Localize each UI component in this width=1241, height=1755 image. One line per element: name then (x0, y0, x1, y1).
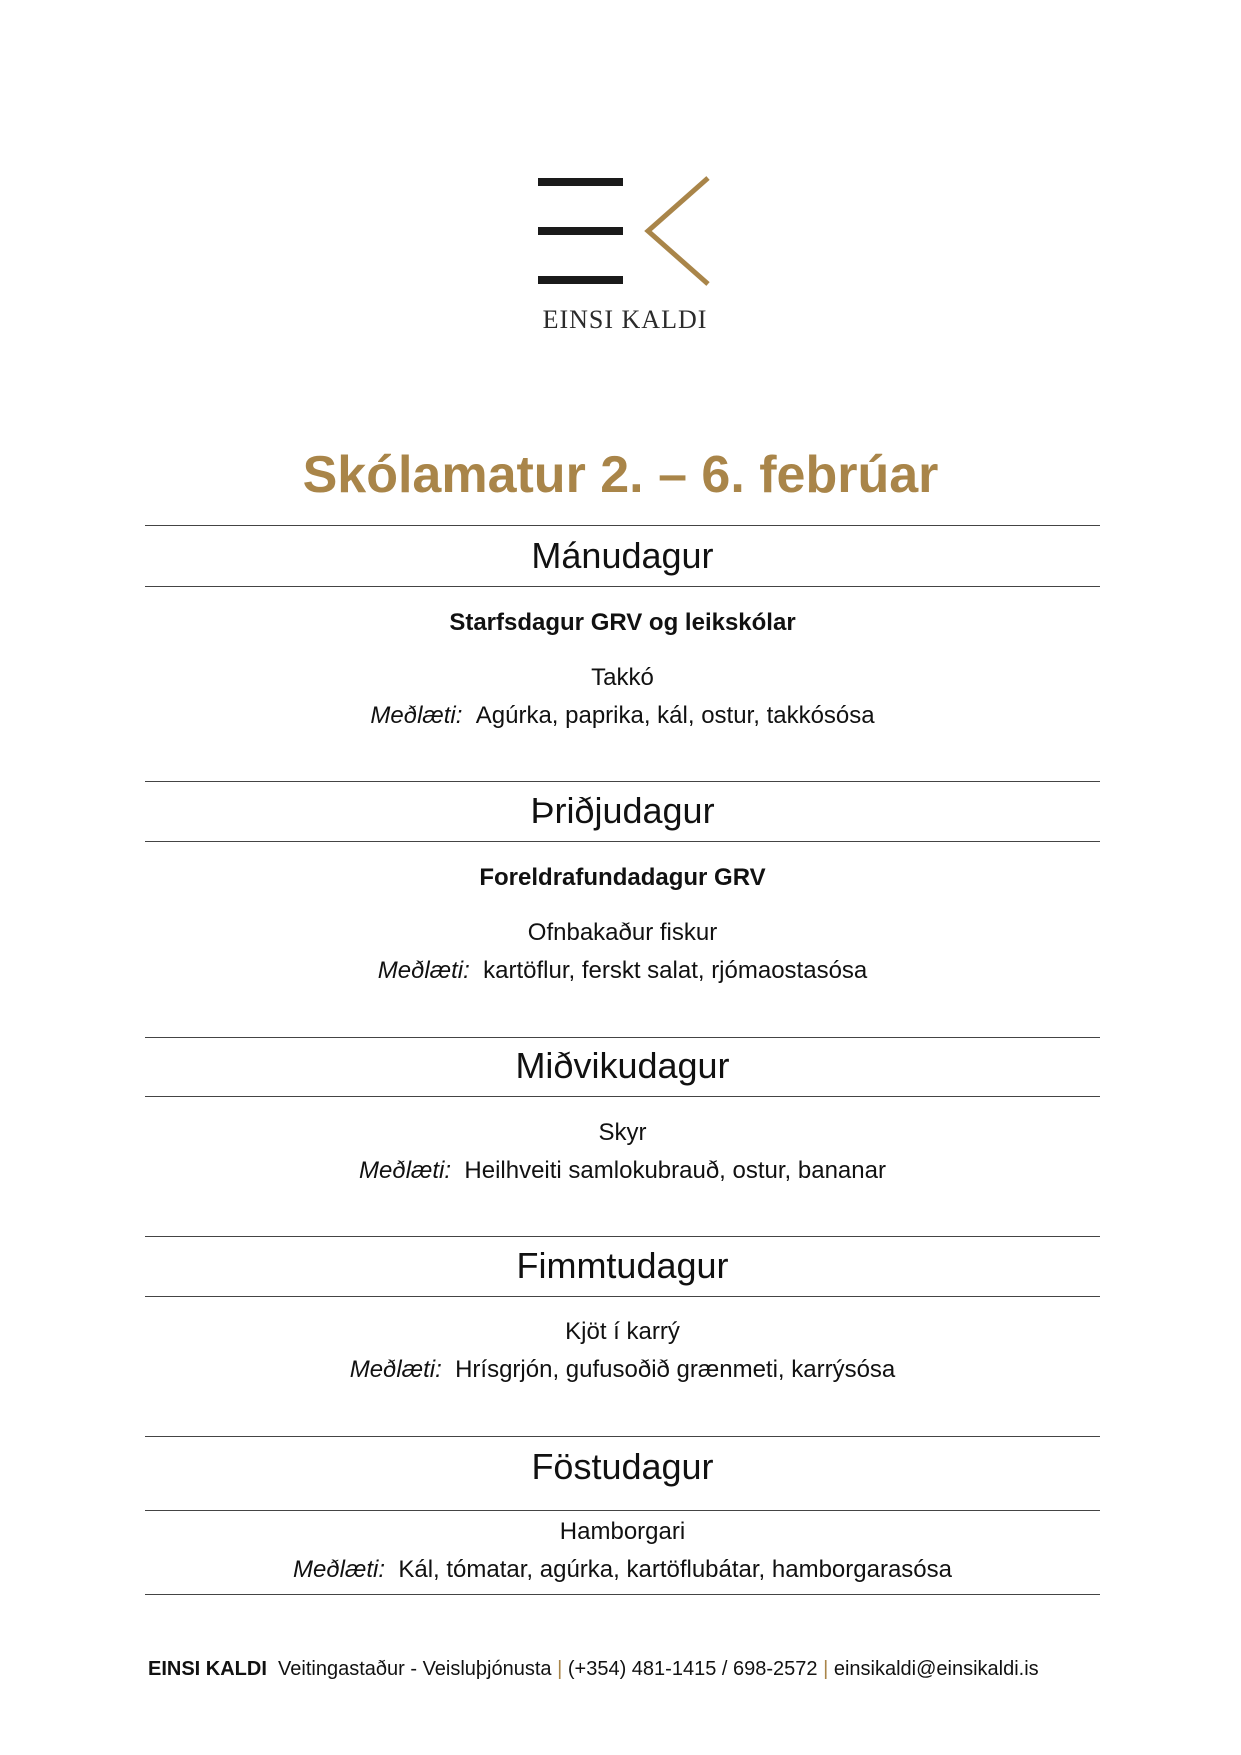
logo-bar-top (538, 178, 623, 186)
divider (145, 1037, 1100, 1038)
sides-label: Meðlæti: (349, 1356, 442, 1383)
day-note: Starfsdagur GRV og leikskólar (449, 609, 796, 636)
day-name: Fimmtudagur (516, 1245, 729, 1286)
sides-line (145, 702, 1100, 730)
sides-text: Heilhveiti samlokubrauð, ostur, bananar (464, 1157, 886, 1184)
sides-text: Kál, tómatar, agúrka, kartöflubátar, hamborgarasósa (398, 1556, 952, 1583)
divider (145, 1594, 1100, 1595)
divider (145, 586, 1100, 587)
page-title: Skólamatur 2. – 6. febrúar (302, 446, 939, 504)
dish-name: Skyr (598, 1119, 647, 1146)
sides-label: Meðlæti: (359, 1157, 452, 1184)
sides-line (145, 1157, 1100, 1185)
sides-label: Meðlæti: (292, 1556, 386, 1583)
dish-name: Hamborgari (559, 1518, 686, 1545)
sides-line (145, 1356, 1100, 1384)
footer-separator: | (823, 1658, 829, 1680)
dish-name: Takkó (591, 664, 654, 691)
footer-email: einsikaldi@einsikaldi.is (833, 1658, 1039, 1680)
day-note: Foreldrafundadagur GRV (479, 864, 766, 891)
sides-label: Meðlæti: (370, 702, 463, 729)
divider (145, 781, 1100, 782)
dish-name: Ofnbakaður fiskur (527, 919, 718, 946)
sides-line (145, 957, 1100, 985)
footer-tagline: Veitingastaður - Veisluþjónusta (278, 1658, 552, 1680)
divider (145, 1296, 1100, 1297)
sides-line (145, 1556, 1100, 1584)
dish-name: Kjöt í karrý (565, 1318, 680, 1345)
footer (148, 1658, 1148, 1681)
footer-separator: | (557, 1658, 563, 1680)
logo-mark (530, 170, 720, 290)
day-name: Þriðjudagur (530, 790, 715, 831)
divider (145, 1436, 1100, 1437)
sides-text: Hrísgrjón, gufusoðið grænmeti, karrýsósa (455, 1356, 896, 1383)
sides-text: kartöflur, ferskt salat, rjómaostasósa (483, 957, 868, 984)
sides-label: Meðlæti: (377, 957, 470, 984)
logo-chevron (648, 178, 708, 284)
logo-bar-bottom (538, 276, 623, 284)
divider (145, 1236, 1100, 1237)
footer-phone: (+354) 481-1415 / 698-2572 (567, 1658, 818, 1680)
day-name: Miðvikudagur (515, 1045, 730, 1086)
logo-bar-middle (538, 227, 623, 235)
divider (145, 841, 1100, 842)
day-name: Mánudagur (531, 535, 714, 576)
footer-brand: EINSI KALDI (148, 1658, 267, 1680)
logo (530, 170, 730, 340)
logo-text: EINSI KALDI (542, 305, 708, 334)
day-name: Föstudagur (531, 1446, 714, 1487)
divider (145, 1510, 1100, 1511)
sides-text: Agúrka, paprika, kál, ostur, takkósósa (475, 702, 875, 729)
divider (145, 525, 1100, 526)
divider (145, 1096, 1100, 1097)
